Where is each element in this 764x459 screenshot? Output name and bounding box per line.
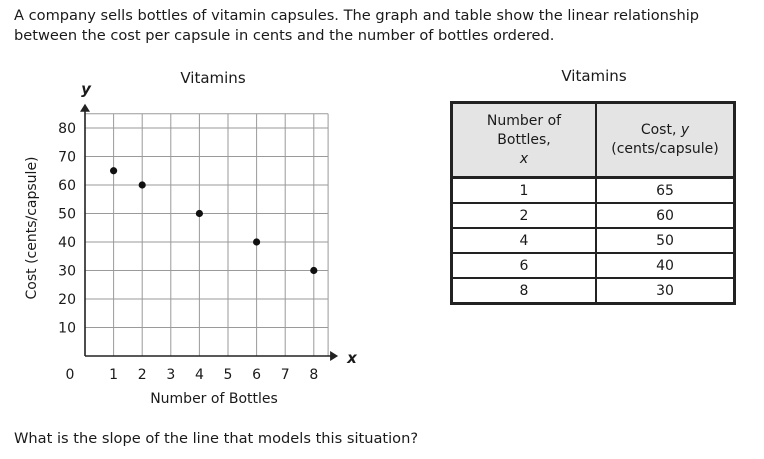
table-row (452, 203, 735, 228)
y-tick-label: 50 (58, 206, 76, 223)
y-tick-label: 70 (58, 149, 76, 166)
vitamins-table (450, 101, 736, 305)
x-tick-label: 4 (194, 367, 204, 383)
table-row (452, 278, 735, 304)
col2-unit: (cents/capsule) (611, 141, 719, 157)
x-axis-arrow (330, 351, 338, 361)
chart-ticks (58, 121, 318, 383)
data-point (196, 210, 203, 217)
table-cell-bottles: 1 (452, 178, 597, 204)
data-point (110, 167, 117, 174)
data-point (253, 238, 260, 245)
problem-intro: A company sells bottles of vitamin capsules. The graph and table show the linear relationship between the cost per capsule in cents and the number of bottles ordered. (14, 7, 700, 44)
table-cell-bottles: 2 (452, 203, 597, 228)
x-tick-label: 6 (252, 367, 262, 383)
chart-grid (85, 114, 328, 356)
table-cell-bottles: 8 (452, 278, 597, 304)
chart-points (110, 167, 317, 274)
table-header-cost (596, 103, 735, 178)
data-point (310, 267, 317, 274)
table-cell-cost: 40 (596, 253, 735, 278)
y-axis-variable: y (81, 80, 91, 98)
x-tick-label: 3 (166, 367, 176, 383)
x-tick-label: 7 (280, 367, 290, 383)
y-tick-label: 20 (58, 292, 76, 308)
y-axis-title: Cost (cents/capsule) (24, 156, 40, 300)
x-tick-label: 5 (223, 367, 233, 383)
table-row (452, 228, 735, 253)
table-cell-cost: 60 (596, 203, 735, 228)
col1-header-text: Number of Bottles, (486, 112, 562, 148)
col2-header-text: Cost, (640, 122, 677, 138)
y-tick-label: 80 (58, 121, 76, 137)
chart-axes (80, 104, 338, 361)
x-tick-label: 8 (309, 367, 319, 383)
x-axis-title: Number of Bottles (150, 391, 278, 407)
y-tick-label: 30 (58, 263, 76, 280)
col1-variable: x (519, 150, 529, 167)
table-header-bottles (452, 103, 597, 178)
table-cell-bottles: 6 (452, 253, 597, 278)
table-cell-cost: 65 (596, 178, 735, 204)
table-cell-cost: 50 (596, 228, 735, 253)
y-tick-label: 40 (58, 235, 76, 251)
table-row (452, 253, 735, 278)
table-cell-bottles: 4 (452, 228, 597, 253)
col2-variable: y (680, 122, 690, 138)
y-tick-label: 10 (58, 320, 76, 337)
x-tick-label: 1 (109, 367, 119, 383)
table-title: Vitamins (561, 67, 627, 85)
data-point (139, 181, 146, 188)
x-axis-variable: x (347, 349, 357, 367)
problem-question: What is the slope of the line that models this situation? (14, 430, 419, 447)
table-row (452, 178, 735, 204)
x-tick-label: 2 (137, 367, 147, 383)
origin-label: 0 (65, 367, 75, 383)
chart-title: Vitamins (180, 69, 246, 87)
table-cell-cost: 30 (596, 278, 735, 304)
y-tick-label: 60 (58, 178, 76, 194)
y-axis-arrow (80, 104, 90, 112)
